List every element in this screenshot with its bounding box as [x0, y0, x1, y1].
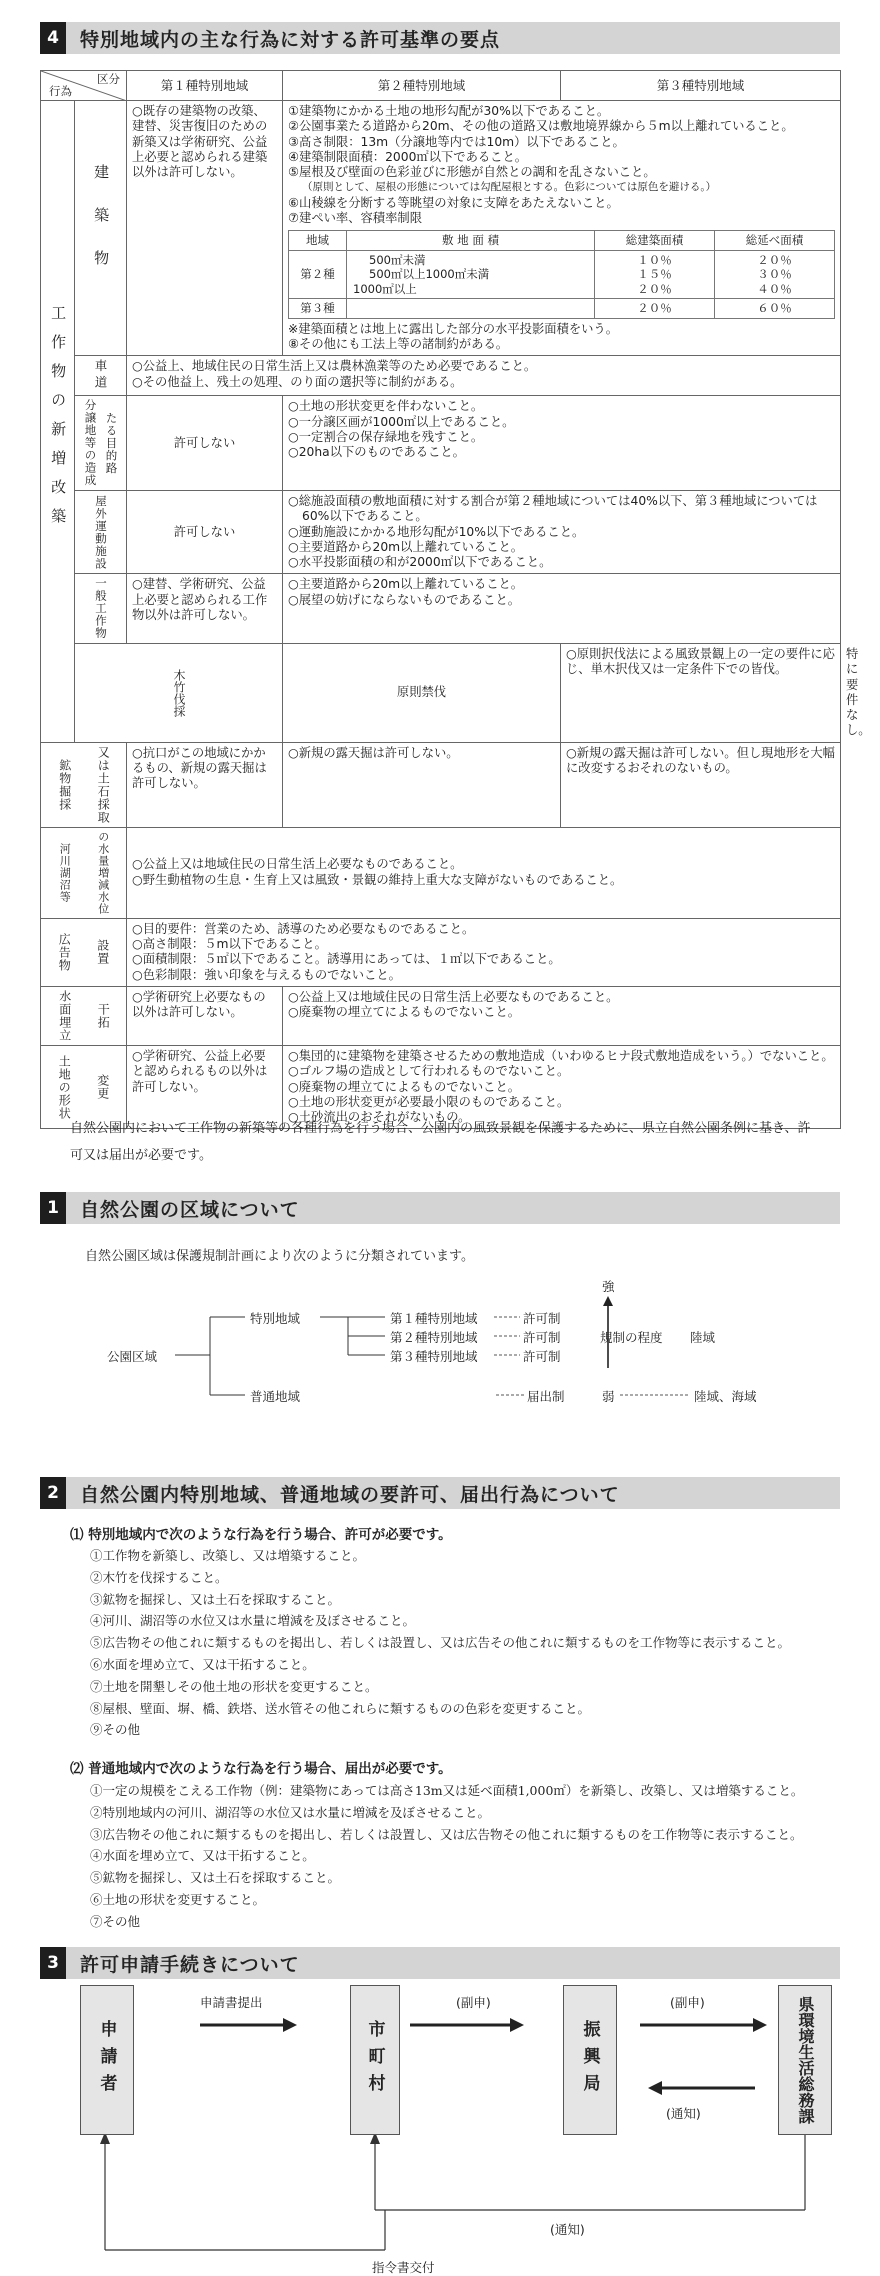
- list-item: ⑥土地の形状を変更すること。: [90, 1891, 266, 1907]
- list-item: ○土地の形状変更が必要最小限のものであること。: [288, 1094, 570, 1109]
- tree-permit-2: 許可制: [523, 1330, 561, 1345]
- inner-h-floor: 総延べ面積: [715, 231, 835, 251]
- general-col1: ○建替、学術研究、公益上必要と認められる工作物以外は許可しない。: [127, 574, 283, 644]
- list-item: ○土地の形状変更を伴わないこと。: [288, 399, 484, 414]
- list-item: ④河川、湖沼等の水位又は水量に増減を及ぼさせること。: [90, 1613, 416, 1629]
- list-item: ○20ha以下のものであること。: [288, 445, 465, 460]
- tree-zone1: 第１種特別地域: [390, 1311, 478, 1326]
- list-item: ○ゴルフ場の造成として行われるものでないこと。: [288, 1064, 570, 1079]
- list-item: ○廃棄物の埋立てによるものでないこと。: [288, 1005, 521, 1020]
- row-label-general: 一般工作物: [75, 574, 127, 644]
- list-item: ⑨その他: [90, 1722, 141, 1738]
- list-item: ①建築物にかかる土地の地形勾配が30%以下であること。: [288, 104, 610, 118]
- list-item: ①一定の規模をこえる工作物（例：建築物にあっては高さ13m又は延べ面積1,000㎡）を新築し、改築し、又は増築すること。: [90, 1783, 804, 1798]
- row-label-road: 車道: [75, 356, 127, 396]
- list-item: ⑦土地を開墾しその他土地の形状を変更すること。: [90, 1678, 378, 1694]
- row-label-land: 土地の形状 変更: [41, 1045, 127, 1128]
- list-item: ○展望の妨げにならないものであること。: [288, 592, 521, 607]
- list-item: ○総施設面積の敷地面積に対する割合が第２種地域については40%以下、第３種地域については60%以下であること。: [288, 493, 818, 524]
- building-note: （原則として、屋根の形態については勾配屋根とする。色彩については原色を避ける。）: [302, 181, 717, 194]
- applicant-box: 申請者: [80, 1985, 134, 2135]
- header-col3: 第３種特別地域: [561, 71, 841, 101]
- flow-notify-1: (通知): [666, 2106, 701, 2121]
- inner-h-building: 総建築面積: [595, 231, 715, 251]
- tree-root: 公園区域: [107, 1349, 158, 1364]
- tree-permit-3: 許可制: [523, 1349, 561, 1364]
- tree-permit-1: 許可制: [523, 1311, 561, 1326]
- row-label-outdoor: 屋外運動施設: [75, 490, 127, 573]
- list-item: ○集団的に建築物を建築させるための敷地造成（いわゆるヒナ段式敷地造成をいう。）でないこと。: [288, 1048, 834, 1063]
- section-number: 3: [40, 1947, 66, 1979]
- row-label-river: 河川湖沼等 の水量増減水位: [41, 827, 127, 918]
- mining-col2: ○新規の露天掘は許可しない。: [283, 742, 561, 827]
- flow-submit: 申請書提出: [200, 1995, 263, 2010]
- inner-building-3: ２０％: [595, 299, 715, 319]
- section-title: 許可申請手続きについて: [80, 1953, 300, 1976]
- row-label-building: 建築物: [75, 101, 127, 356]
- header-koui: 行為: [49, 83, 72, 98]
- tree-zone3: 第３種特別地域: [390, 1349, 478, 1364]
- timber-col2: ○原則択伐法による風致景観上の一定の要件に応じ、単木択伐又は一定条件下での皆伐。: [561, 643, 841, 742]
- row-label-timber: 木竹伐採: [75, 643, 283, 742]
- inner-floor-3: ６０％: [715, 299, 835, 319]
- list-item: ○色彩制限：強い印象を与えるものでないこと。: [132, 967, 401, 982]
- list-item: ④建築制限面積：2000㎡以下であること。: [288, 149, 528, 164]
- land-col1: ○学術研究、公益上必要と認められるもの以外は許可しない。: [127, 1045, 283, 1128]
- tree-ordinary: 普通地域: [250, 1389, 301, 1404]
- list-item: ⑦建ぺい率、容積率制限: [288, 211, 422, 226]
- flow-notify-2: (通知): [550, 2222, 585, 2237]
- list-item: ②特別地域内の河川、湖沼等の水位又は水量に増減を及ぼさせること。: [90, 1804, 491, 1820]
- mining-col1: ○抗口がこの地域にかかるもの、新規の露天掘は許可しない。: [127, 742, 283, 827]
- dept-box: 県環境生活総務課: [778, 1985, 832, 2135]
- row-label-water: 水面埋立 干拓: [41, 986, 127, 1045]
- list-item: ②木竹を伐採すること。: [90, 1569, 228, 1585]
- water-col1: ○学術研究上必要なもの以外は許可しない。: [127, 986, 283, 1045]
- tree-weak: 弱: [602, 1389, 615, 1404]
- tree-landsea: 陸域、海域: [694, 1389, 757, 1404]
- section-2-heading-1: ⑴ 特別地域内で次のような行為を行う場合、許可が必要です。: [70, 1527, 452, 1543]
- list-item: ⑧その他にも工法上等の諸制約がある。: [288, 337, 509, 352]
- section-2-heading-2: ⑵ 普通地域内で次のような行為を行う場合、届出が必要です。: [70, 1761, 452, 1777]
- list-item: ○公益上又は地域住民の日常生活上必要なものであること。: [288, 989, 619, 1004]
- list-item: ④水面を埋め立て、又は干拓すること。: [90, 1848, 315, 1864]
- list-item: ○その他益上、残土の処理、のり面の選択等に制約がある。: [132, 374, 463, 389]
- header-col2: 第２種特別地域: [283, 71, 561, 101]
- flow-fukushin-2: (副申): [670, 1995, 705, 2010]
- city-box: 市町村: [350, 1985, 400, 2135]
- list-item: ○廃棄物の埋立てによるものでないこと。: [288, 1079, 521, 1094]
- mining-col3: ○新規の露天掘は許可しない。但し現地形を大幅に改変するおそれのないもの。: [561, 742, 841, 827]
- inner-area-3: 第３種: [289, 299, 347, 319]
- office-box: 振興局: [563, 1985, 617, 2135]
- list-item: ⑤鉱物を掘採し、又は土石を採取すること。: [90, 1870, 341, 1886]
- list-item: ○運動施設にかかる地形勾配が10%以下であること。: [288, 524, 585, 539]
- permit-criteria-table: 区分 行為 第１種特別地域 第２種特別地域 第３種特別地域 工作物の新増改築 建築物 ○既存の建築物の改築、建替、災害復旧のための新築又は学術研究、公益上必要と認められる建築以外は許可しない。 ①建築物にかかる土地の地形勾配が30%以下であること。 ②公園事業たる道路から20m、その他の道路又は敷地境界線から５m以上離れていること。 ③高さ制限：13m（分譲地等内では10m）以下であること。 ④建築制限面積：2000㎡以下であること。 ⑤屋根及び壁面の色彩並びに形態が自然との調和を乱さないこと。 （原則として、屋根の形態については勾配屋根とする。色彩については原色を避ける。） ⑥山稜線を分断する等眺望の対象に支障をあたえないこと。 ⑦建ぺい率、容積率制限 地域 敷 地 面 積 総建築面積 総延べ面積 第２種 500㎡未満 500㎡以上1000㎡未満 1000㎡以上 １０％ １５％ ２０％ ２０％ ３０％ ４０％ 第３種 ２０％ ６０％ ※建築面積とは地上に露出した部分の水平投影面積をいう。 ⑧その他にも工法上等の諸制約がある。 車道 ○公益上、地域住民の日常生活上又は農林漁業等のため必要であること。 ○その他益上、残土の処理、のり面の選択等に制約がある。 分譲地等の造成 たる目的路 許可しない ○土地の形状変更を伴わないこと。 ○一分譲区画が1000㎡以上であること。 ○一定割合の保存緑地を残すこと。 ○20ha以下のものであること。 屋外運動施設 許可しない ○総施設面積の敷地面積に対する割合が第２種地域については40%以下、第３種地域については60%以下であること。 ○運動施設にかかる地形勾配が10%以下であること。 ○主要道路から20m以上離れていること。 ○水平投影面積の和が2000㎡以下であること。 一般工作物 ○建替、学術研究、公益上必要と認められる工作物以外は許可しない。 ○主要道路から20m以上離れていること。 ○展望の妨げにならないものであること。 木竹伐採 原則禁伐 ○原則択伐法による風致景観上の一定の要件に応じ、単木択伐又は一定条件下での皆伐。 特に要件なし。 鉱物掘採 又は土石採取 ○抗口がこの地域にかかるもの、新規の露天掘は許可しない。 ○新規の露天掘は許可しない。 ○新規の露天掘は許可しない。但し現地形を大幅に改変するおそれのないもの。 河川湖沼等 の水量増減水位 ○公益上又は地域住民の日常生活上必要なものであること。 ○野生動植物の生息・生育上又は風致・景観の維持上重大な支障がないものであること。 広告物 設置 ○目的要件：営業のため、誘導のため必要なものであること。 ○高さ制限：５m以下であること。 ○面積制限：５㎡以下であること。誘導用にあっては、１㎡以下であること。 ○色彩制限：強い印象を与えるものでないこと。 水面埋立 干拓 ○学術研究上必要なもの以外は許可しない。 ○公益上又は地域住民の日常生活上必要なものであること。 ○廃棄物の埋立てによるものでないこと。 土地の形状 変更 ○学術研究、公益上必要と認められるもの以外は許可しない。 ○集団的に建築物を建築させるための敷地造成（いわゆるヒナ段式敷地造成をいう。）でないこと。 ○ゴルフ場の造成として行われるものでないこと。 ○廃棄物の埋立てによるものでないこと。 ○土地の形状変更が必要最小限のものであること。 ○土砂流出のおそれがないもの。: [40, 70, 841, 1129]
- outdoor-col1: 許可しない: [127, 490, 283, 573]
- section-1-text: 自然公園区域は保護規制計画により次のように分類されています。: [85, 1249, 474, 1264]
- list-item: ○一定割合の保存緑地を残すこと。: [288, 430, 484, 445]
- header-col1: 第１種特別地域: [127, 71, 283, 101]
- list-item: ⑥水面を埋め立て、又は干拓すること。: [90, 1656, 315, 1672]
- section-number: 1: [40, 1192, 66, 1224]
- section-number: 2: [40, 1477, 66, 1509]
- list-item: ○一分譲区画が1000㎡以上であること。: [288, 414, 515, 429]
- tree-strong: 強: [602, 1279, 615, 1294]
- list-item: ※建築面積とは地上に露出した部分の水平投影面積をいう。: [288, 321, 619, 336]
- list-item: ③広告物その他これに類するものを掲出し、若しくは設置し、又は広告物その他これに類するものを工作物等に表示すること。: [90, 1826, 803, 1842]
- section-title: 自然公園の区域について: [80, 1198, 300, 1221]
- section-title: 特別地域内の主な行為に対する許可基準の要点: [80, 28, 501, 51]
- building-col1: ○既存の建築物の改築、建替、災害復旧のための新築又は学術研究、公益上必要と認められる建築以外は許可しない。: [127, 101, 283, 356]
- inner-h-area: 地域: [289, 231, 347, 251]
- list-item: ③高さ制限：13m（分譲地等内では10m）以下であること。: [288, 134, 625, 149]
- inner-area-2: 第２種: [289, 250, 347, 299]
- list-item: ○高さ制限：５m以下であること。: [132, 937, 327, 952]
- tree-special: 特別地域: [250, 1311, 301, 1326]
- list-item: ○主要道路から20m以上離れていること。: [288, 577, 524, 592]
- list-item: ⑥山稜線を分断する等眺望の対象に支障をあたえないこと。: [288, 195, 619, 210]
- list-item: ①工作物を新築し、改築し、又は増築すること。: [90, 1548, 366, 1563]
- tree-degree: 規制の程度: [600, 1330, 663, 1345]
- inner-sizes-2: 500㎡未満 500㎡以上1000㎡未満 1000㎡以上: [347, 250, 595, 299]
- flow-fukushin-1: (副申): [456, 1995, 491, 2010]
- inner-floor-2: ２０％ ３０％ ４０％: [715, 250, 835, 299]
- row-label-ads: 広告物 設置: [41, 918, 127, 986]
- list-item: ○土砂流出のおそれがないもの。: [288, 1110, 471, 1125]
- list-item: ○目的要件：営業のため、誘導のため必要なものであること。: [132, 921, 475, 936]
- inner-h-site: 敷 地 面 積: [347, 231, 595, 251]
- list-item: ②公園事業たる道路から20m、その他の道路又は敷地境界線から５m以上離れていること。: [288, 119, 794, 134]
- list-item: ○主要道路から20m以上離れていること。: [288, 539, 524, 554]
- subdivision-col1: 許可しない: [127, 396, 283, 491]
- list-item: ⑧屋根、壁面、塀、橋、鉄塔、送水管その他これらに類するものの色彩を変更すること。: [90, 1700, 591, 1716]
- list-item: ○面積制限：５㎡以下であること。誘導用にあっては、１㎡以下であること。: [132, 952, 561, 967]
- tree-land: 陸域: [690, 1330, 716, 1345]
- section-number: 4: [40, 22, 66, 54]
- tree-zone2: 第２種特別地域: [390, 1330, 478, 1345]
- list-item: ○水平投影面積の和が2000㎡以下であること。: [288, 555, 552, 570]
- inner-building-2: １０％ １５％ ２０％: [595, 250, 715, 299]
- list-item: ⑤屋根及び壁面の色彩並びに形態が自然との調和を乱さないこと。: [288, 165, 656, 180]
- intro-paragraph: 自然公園内において工作物の新築等の各種行為を行う場合、公園内の風致景観を保護するために、県立自然公園条例に基き、許可又は届出が必要です。: [70, 1121, 811, 1163]
- list-item: ○公益上、地域住民の日常生活上又は農林漁業等のため必要であること。: [132, 359, 537, 374]
- list-item: ⑦その他: [90, 1913, 141, 1929]
- list-item: ③鉱物を掘採し、又は土石を採取すること。: [90, 1591, 341, 1607]
- flow-issue: 指令書交付: [372, 2260, 435, 2275]
- tree-notify: 届出制: [527, 1389, 565, 1404]
- list-item: ○公益上又は地域住民の日常生活上必要なものであること。: [132, 857, 463, 872]
- group-label: 工作物の新増改築: [49, 305, 68, 538]
- timber-col1: 原則禁伐: [283, 643, 561, 742]
- header-kubun: 区分: [97, 72, 120, 86]
- row-label-mining: 鉱物掘採 又は土石採取: [41, 742, 127, 827]
- row-label-subdivision: 分譲地等の造成 たる目的路: [75, 396, 127, 491]
- list-item: ⑤広告物その他これに類するものを掲出し、若しくは設置し、又は広告その他これに類するものを工作物等に表示すること。: [90, 1635, 791, 1651]
- section-title: 自然公園内特別地域、普通地域の要許可、届出行為について: [80, 1483, 620, 1506]
- list-item: ○野生動植物の生息・生育上又は風致・景観の維持上重大な支障がないものであること。: [132, 872, 623, 887]
